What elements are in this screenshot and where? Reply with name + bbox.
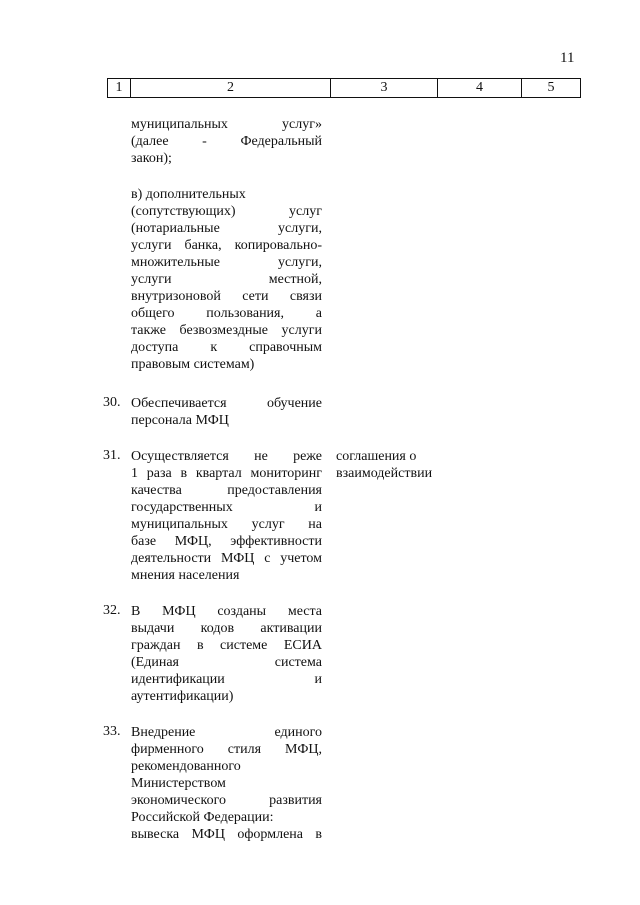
header-cell-5: 5 [547, 80, 555, 95]
text-line: (нотариальные услуги, [131, 221, 322, 236]
text-line: в) дополнительных [131, 187, 246, 202]
text-line: услуги местной, [131, 272, 322, 287]
text-line: вывеска МФЦ оформлена в [131, 827, 322, 842]
text-line: муниципальных услуг» [131, 117, 322, 132]
text-line: экономического развития [131, 793, 322, 808]
page-number: 11 [560, 50, 575, 66]
text-line: множительные услуги, [131, 255, 322, 270]
item-number-32: 32. [103, 603, 121, 618]
text-line: также безвозмездные услуги [131, 323, 322, 338]
text-line: (Единая система [131, 655, 322, 670]
text-line: Российской Федерации: [131, 810, 274, 825]
text-line: качества предоставления [131, 483, 322, 498]
text-line: Внедрение единого [131, 725, 322, 740]
text-line: базе МФЦ, эффективности [131, 534, 322, 549]
text-line: услуги банка, копировально- [131, 238, 322, 253]
text-line: выдачи кодов активации [131, 621, 322, 636]
text-line: муниципальных услуг на [131, 517, 322, 532]
item-text-32 [131, 603, 322, 705]
text-line: правовым системам) [131, 357, 255, 372]
text-line: аутентификации) [131, 689, 234, 704]
text-line: (сопутствующих) услуг [131, 204, 322, 219]
text-line: внутризоновой сети связи [131, 289, 322, 304]
text-line: государственных и [131, 500, 322, 515]
header-cell-2: 2 [131, 79, 331, 97]
table-header-row [107, 78, 581, 98]
item-number-30: 30. [103, 395, 121, 410]
text-line: мнения населения [131, 568, 240, 583]
item-text-31 [131, 448, 322, 584]
text-line: Осуществляется не реже [131, 449, 322, 464]
text-line: 1 раза в квартал мониторинг [131, 466, 322, 481]
text-line: В МФЦ созданы места [131, 604, 322, 619]
item-text-33 [131, 724, 322, 843]
text-line: фирменного стиля МФЦ, [131, 742, 322, 757]
text-line: деятельности МФЦ с учетом [131, 551, 322, 566]
text-line: Министерством [131, 776, 226, 791]
text-line: закон); [131, 151, 172, 166]
text-line: общего пользования, а [131, 306, 322, 321]
text-line: доступа к справочным [131, 340, 322, 355]
item-31-document-ref [336, 448, 432, 482]
text-line: граждан в системе ЕСИА [131, 638, 322, 653]
item-text-continuation [131, 116, 322, 167]
header-cell-3: 3 [331, 79, 438, 97]
item-text-subitem-v [131, 186, 322, 373]
text-line: рекомендованного [131, 759, 241, 774]
header-cell-1: 1 [108, 79, 131, 97]
text-line: идентификации и [131, 672, 322, 687]
text-line: соглашения о [336, 449, 417, 464]
item-text-30 [131, 395, 322, 429]
text-line: взаимодействии [336, 466, 433, 481]
text-line: персонала МФЦ [131, 413, 229, 428]
item-number-31: 31. [103, 448, 121, 463]
header-cell-4: 4 [438, 79, 522, 97]
item-number-33: 33. [103, 724, 121, 739]
text-line: Обеспечивается обучение [131, 396, 322, 411]
text-line: (далее - Федеральный [131, 134, 322, 149]
